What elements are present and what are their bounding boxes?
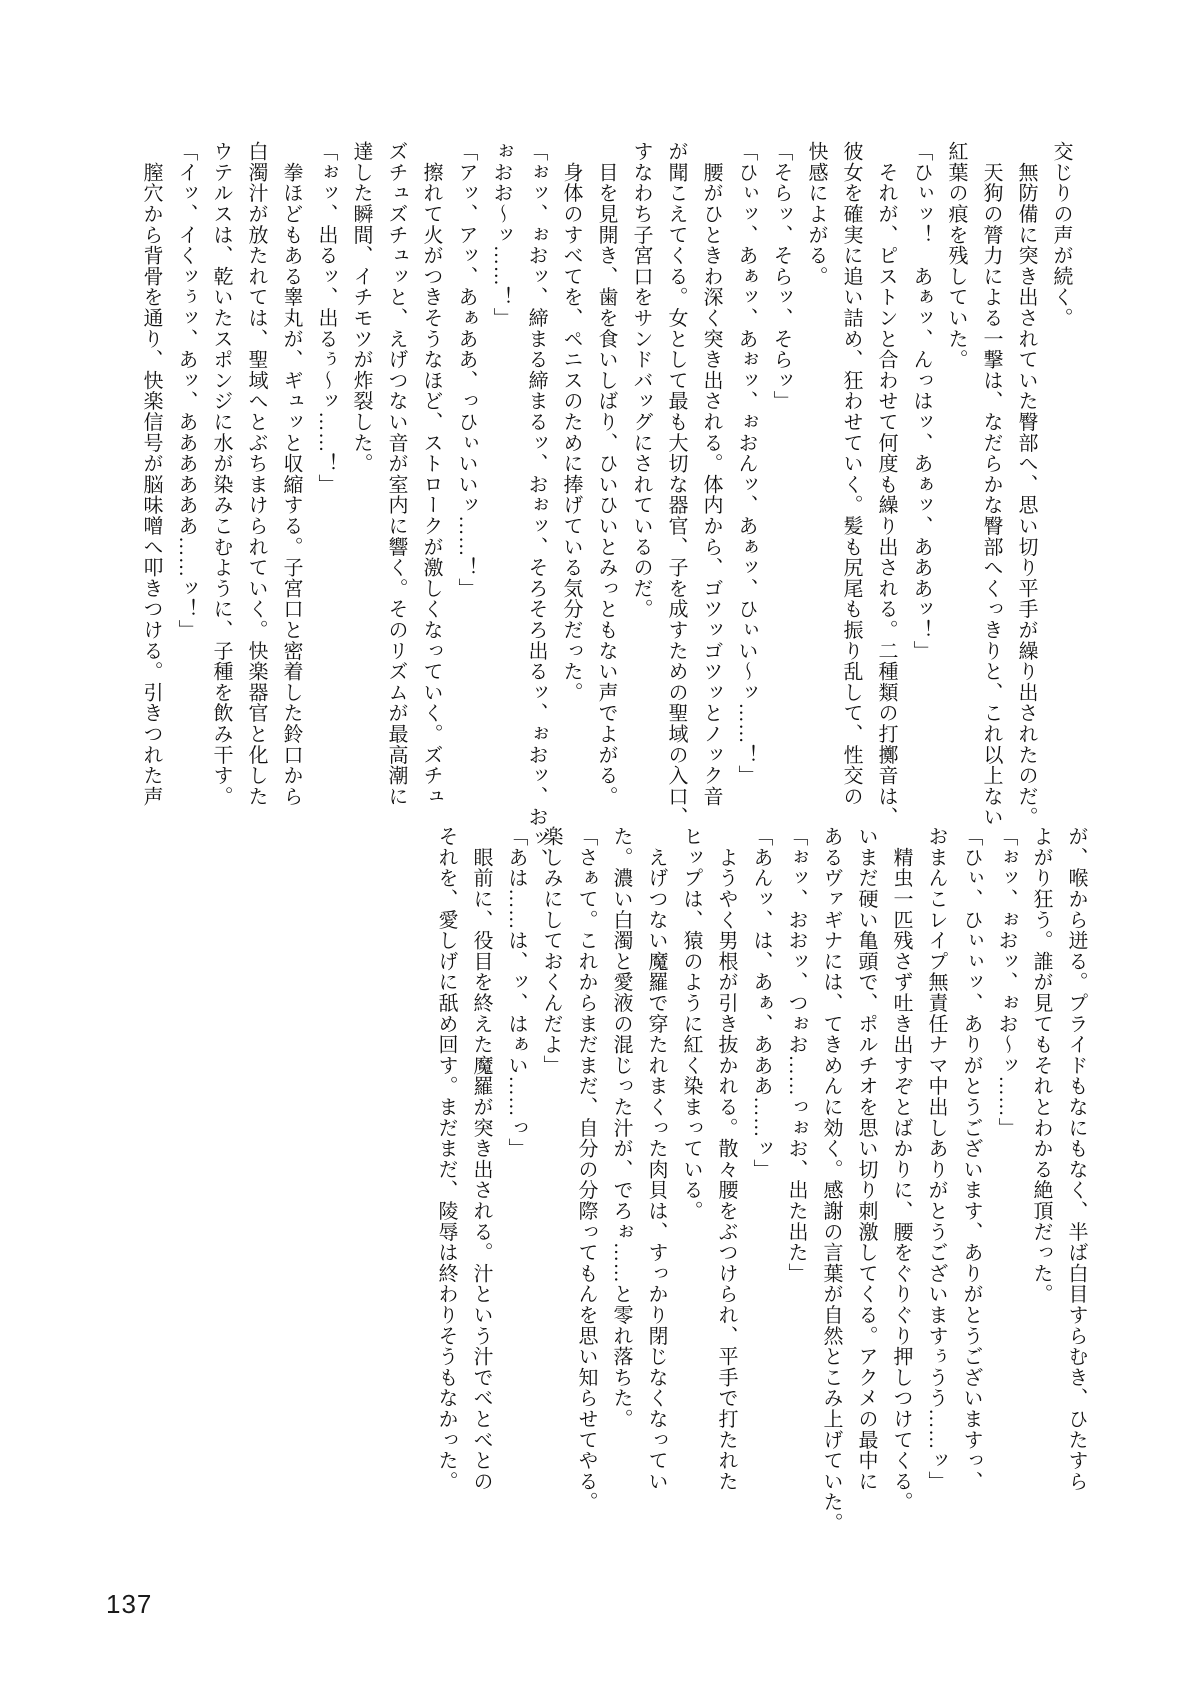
text-line: 「ひぃ、ひぃぃッ、ありがとうございます、ありがとうございますっ、 — [960, 826, 982, 1492]
text-line: ズチュズチュッと、えげつない音が室内に響く。そのリズムが最高潮に — [385, 141, 407, 807]
text-line: ようやく男根が引き抜かれる。散々腰をぶつけられ、平手で打たれた — [715, 826, 737, 1492]
text-line: が聞こえてくる。女として最も大切な器官、子を成すための聖域の入口、 — [665, 141, 687, 828]
text-line: ヒップは、猿のように紅く染まっている。 — [680, 826, 702, 1222]
text-line: 「イッ、イくッぅッ、あッ、ああああああ……ッ！」 — [175, 141, 197, 641]
text-line: 「ぉッ、出るッ、出るぅ〜ッ……！」 — [315, 141, 337, 495]
text-line: おまんこレイプ無責任ナマ中出しありがとうございますぅうう……ッ」 — [925, 826, 947, 1492]
text-line: 擦れて火がつきそうなほど、ストロークが激しくなっていく。ズチュ — [420, 141, 442, 807]
text-line: 紅葉の痕を残していた。 — [945, 141, 967, 370]
text-line: 拳ほどもある睾丸が、ギュッと収縮する。子宮口と密着した鈴口から — [280, 141, 302, 807]
text-line: すなわち子宮口をサンドバッグにされているのだ。 — [630, 141, 652, 620]
text-line: 白濁汁が放たれては、聖域へとぶちまけられていく。快楽器官と化した — [245, 141, 267, 807]
text-line: 「あんッ、は、あぁ、あああ……ッ」 — [750, 826, 772, 1180]
text-line: 達した瞬間、イチモツが炸裂した。 — [350, 141, 372, 474]
text-line: 精虫一匹残さず吐き出すぞとばかりに、腰をぐりぐり押しつけてくる。 — [890, 826, 912, 1513]
text-line: 交じりの声が続く。 — [1050, 141, 1072, 329]
text-line: た。濃い白濁と愛液の混じった汁が、でろぉ……と零れ落ちた。 — [610, 826, 632, 1430]
text-line: 「あは……は、ッ、はぁい……っ」 — [505, 826, 527, 1159]
text-line: それが、ピストンと合わせて何度も繰り出される。二種類の打擲音は、 — [875, 141, 897, 828]
text-line: 膣穴から背骨を通り、快楽信号が脳味噌へ叩きつける。引きつれた声 — [140, 141, 162, 807]
page-number: 137 — [106, 1589, 153, 1619]
text-line: 「ひぃッ、あぁッ、あぉッ、ぉおんッ、あぁッ、ひぃい〜ッ……！」 — [735, 141, 757, 786]
text-line: それを、愛しげに舐め回す。まだまだ、陵辱は終わりそうもなかった。 — [435, 826, 457, 1492]
text-line: 無防備に突き出されていた臀部へ、思い切り平手が繰り出されたのだ。 — [1015, 141, 1037, 828]
text-line: 目を見開き、歯を食いしばり、ひいひいとみっともない声でよがる。 — [595, 141, 617, 807]
text-line: 「ぉッ、ぉおッ、締まる締まるッ、おぉッ、そろそろ出るッ、ぉおッ、おッ、 — [525, 141, 547, 869]
text-line: いまだ硬い亀頭で、ポルチオを思い切り刺激してくる。アクメの最中に — [855, 826, 877, 1492]
top-text-block — [133, 141, 1078, 869]
text-line: よがり狂う。誰が見てもそれとわかる絶頂だった。 — [1030, 826, 1052, 1305]
text-line: 天狗の膂力による一撃は、なだらかな臀部へくっきりと、これ以上ない — [980, 141, 1002, 828]
text-line: 「さぁて。これからまだまだ、自分の分際ってもんを思い知らせてやる。 — [575, 826, 597, 1513]
bottom-text-block — [428, 826, 1093, 1538]
text-line: あるヴァギナには、てきめんに効く。感謝の言葉が自然とこみ上げていた。 — [820, 826, 842, 1534]
text-line: 「ひぃッ！ あぁッ、んっはッ、あぁッ、あああッ！」 — [910, 141, 932, 661]
text-line: ウテルスは、乾いたスポンジに水が染みこむように、子種を飲み干す。 — [210, 141, 232, 807]
text-line: ぉおお〜ッ……！」 — [490, 141, 512, 329]
text-line: 「そらッ、そらッ、そらッ」 — [770, 141, 792, 412]
text-line: えげつない魔羅で穿たれまくった肉貝は、すっかり閉じなくなってい — [645, 826, 667, 1492]
text-line: 「ぉッ、ぉおッ、ぉお〜ッ……」 — [995, 826, 1017, 1138]
text-line: 「アッ、アッ、あぁああ、っひぃいいッ……！」 — [455, 141, 477, 599]
text-line: 快感によがる。 — [805, 141, 827, 287]
text-line: 眼前に、役目を終えた魔羅が突き出される。汁という汁でべとべとの — [470, 826, 492, 1492]
text-line: 腰がひときわ深く突き出される。体内から、ゴツッゴツッとノック音 — [700, 141, 722, 807]
text-line: が、喉から迸る。プライドもなにもなく、半ば白目すらむき、ひたすら — [1065, 826, 1087, 1492]
text-line: 楽しみにしておくんだよ」 — [540, 826, 562, 1076]
text-line: 身体のすべてを、ペニスのために捧げている気分だった。 — [560, 141, 582, 703]
text-line: 彼女を確実に追い詰め、狂わせていく。髪も尻尾も振り乱して、性交の — [840, 141, 862, 807]
text-line: 「ぉッ、おおッ、つぉお……っぉお、出た出た」 — [785, 826, 807, 1284]
